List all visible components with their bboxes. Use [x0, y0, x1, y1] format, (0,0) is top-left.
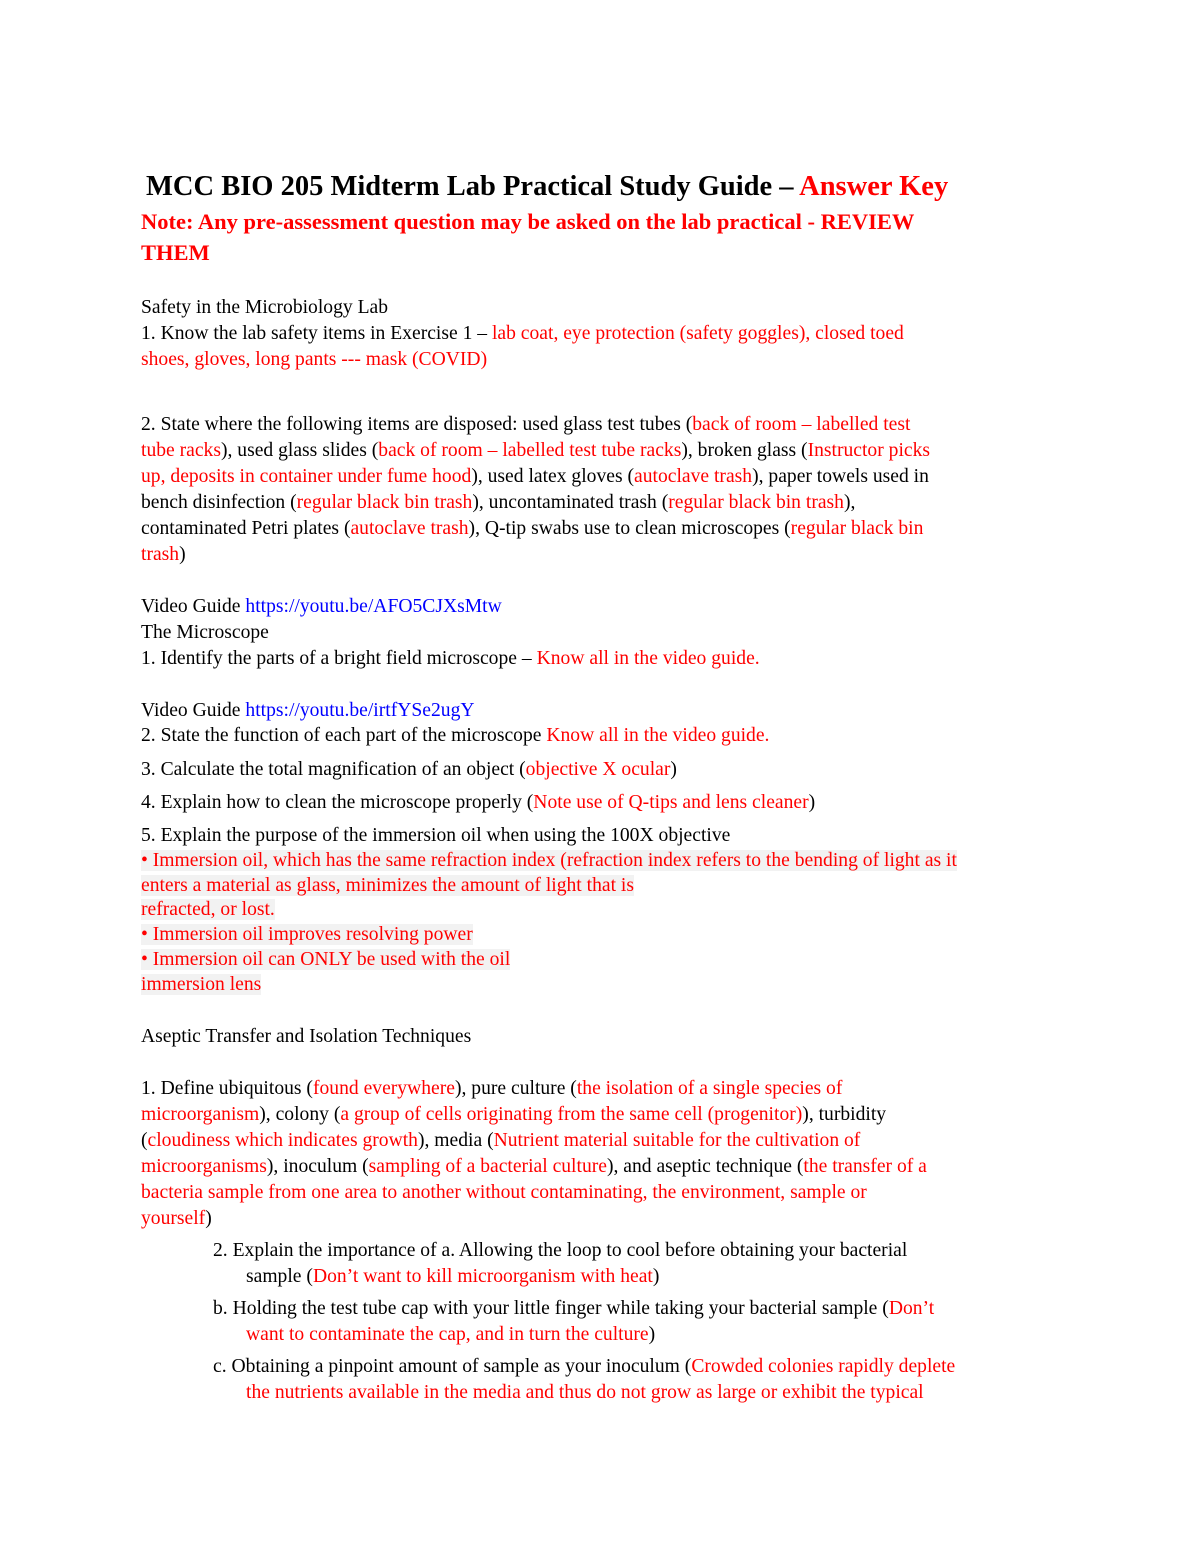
aseptic-q2b-line-2: want to contaminate the cap, and in turn the culture) [246, 1324, 656, 1345]
page-title [146, 170, 948, 204]
video-guide-2-link[interactable]: https://youtu.be/irtfYSe2ugY [245, 700, 475, 721]
note-line-1: Note: Any pre-assessment question may be asked on the lab practical - REVIEW [141, 209, 915, 234]
aseptic-q1-line-5: bacteria sample from one area to another without contaminating, the environment, sample or [141, 1182, 867, 1203]
section-heading-safety: Safety in the Microbiology Lab [141, 297, 389, 318]
safety-q2-line-3: up, deposits in container under fume hood), used latex gloves (autoclave trash), paper towels used in [141, 466, 929, 487]
microscope-q5: 5. Explain the purpose of the immersion oil when using the 100X objective [141, 825, 731, 846]
aseptic-q2a-line-2: sample (Don’t want to kill microorganism with heat) [246, 1266, 660, 1287]
video-guide-2: Video Guide https://youtu.be/irtfYSe2ugY [141, 700, 475, 721]
aseptic-q1-line-1: 1. Define ubiquitous (found everywhere), pure culture (the isolation of a single species of [141, 1078, 843, 1099]
microscope-q3: 3. Calculate the total magnification of an object (objective X ocular) [141, 759, 677, 780]
safety-q2-line-5: contaminated Petri plates (autoclave trash), Q-tip swabs use to clean microscopes (regular black bin [141, 518, 924, 539]
aseptic-q1-line-4: microorganisms), inoculum (sampling of a bacterial culture), and aseptic technique (the transfer of a [141, 1156, 927, 1177]
microscope-q2: 2. State the function of each part of the microscope Know all in the video guide. [141, 725, 770, 746]
section-heading-microscope: The Microscope [141, 622, 269, 643]
aseptic-q1-line-2: microorganism), colony (a group of cells originating from the same cell (progenitor)), turbidity [141, 1104, 887, 1125]
oil-bullet-3-line-1: • Immersion oil can ONLY be used with the oil [141, 949, 511, 970]
oil-bullet-2: • Immersion oil improves resolving power [141, 924, 473, 945]
aseptic-q2b-line-1: b. Holding the test tube cap with your little finger while taking your bacterial sample (Don’t [213, 1298, 935, 1319]
microscope-q4: 4. Explain how to clean the microscope properly (Note use of Q-tips and lens cleaner) [141, 792, 816, 813]
safety-q2-line-2: tube racks), used glass slides (back of room – labelled test tube racks), broken glass (Instructor picks [141, 440, 931, 461]
aseptic-q1-line-3: (cloudiness which indicates growth), media (Nutrient material suitable for the cultivation of [141, 1130, 861, 1151]
aseptic-q1-line-6: yourself) [141, 1208, 212, 1229]
safety-q2-line-1: 2. State where the following items are disposed: used glass test tubes (back of room – labelled test [141, 414, 911, 435]
safety-q1-line-1: 1. Know the lab safety items in Exercise 1 – lab coat, eye protection (safety goggles), closed toed [141, 323, 904, 344]
video-guide-1: Video Guide https://youtu.be/AFO5CJXsMtw [141, 596, 502, 617]
oil-bullet-3-line-2: immersion lens [141, 974, 262, 995]
safety-q2-line-6: trash) [141, 544, 186, 565]
aseptic-q2c-line-2: the nutrients available in the media and thus do not grow as large or exhibit the typical [246, 1382, 924, 1403]
video-guide-1-link[interactable]: https://youtu.be/AFO5CJXsMtw [245, 596, 502, 617]
aseptic-q2a-line-1: 2. Explain the importance of a. Allowing the loop to cool before obtaining your bacterial [213, 1240, 908, 1261]
oil-bullet-1-line-3: refracted, or lost. [141, 899, 275, 920]
note-line-2: THEM [141, 240, 210, 265]
aseptic-q2c-line-1: c. Obtaining a pinpoint amount of sample as your inoculum (Crowded colonies rapidly deplete [213, 1356, 956, 1377]
section-heading-aseptic: Aseptic Transfer and Isolation Techniques [141, 1026, 472, 1047]
safety-q2-line-4: bench disinfection (regular black bin trash), uncontaminated trash (regular black bin trash), [141, 492, 856, 513]
oil-bullet-1-line-2: enters a material as glass, minimizes the amount of light that is [141, 875, 634, 896]
title-text: MCC BIO 205 Midterm Lab Practical Study Guide – [146, 171, 794, 202]
safety-q1-line-2: shoes, gloves, long pants --- mask (COVID) [141, 349, 488, 370]
title-answer-key: Answer Key [799, 171, 949, 202]
oil-bullet-1-line-1: • Immersion oil, which has the same refraction index (refraction index refers to the bending of light as it [141, 850, 957, 871]
microscope-q1: 1. Identify the parts of a bright field microscope – Know all in the video guide. [141, 648, 760, 669]
